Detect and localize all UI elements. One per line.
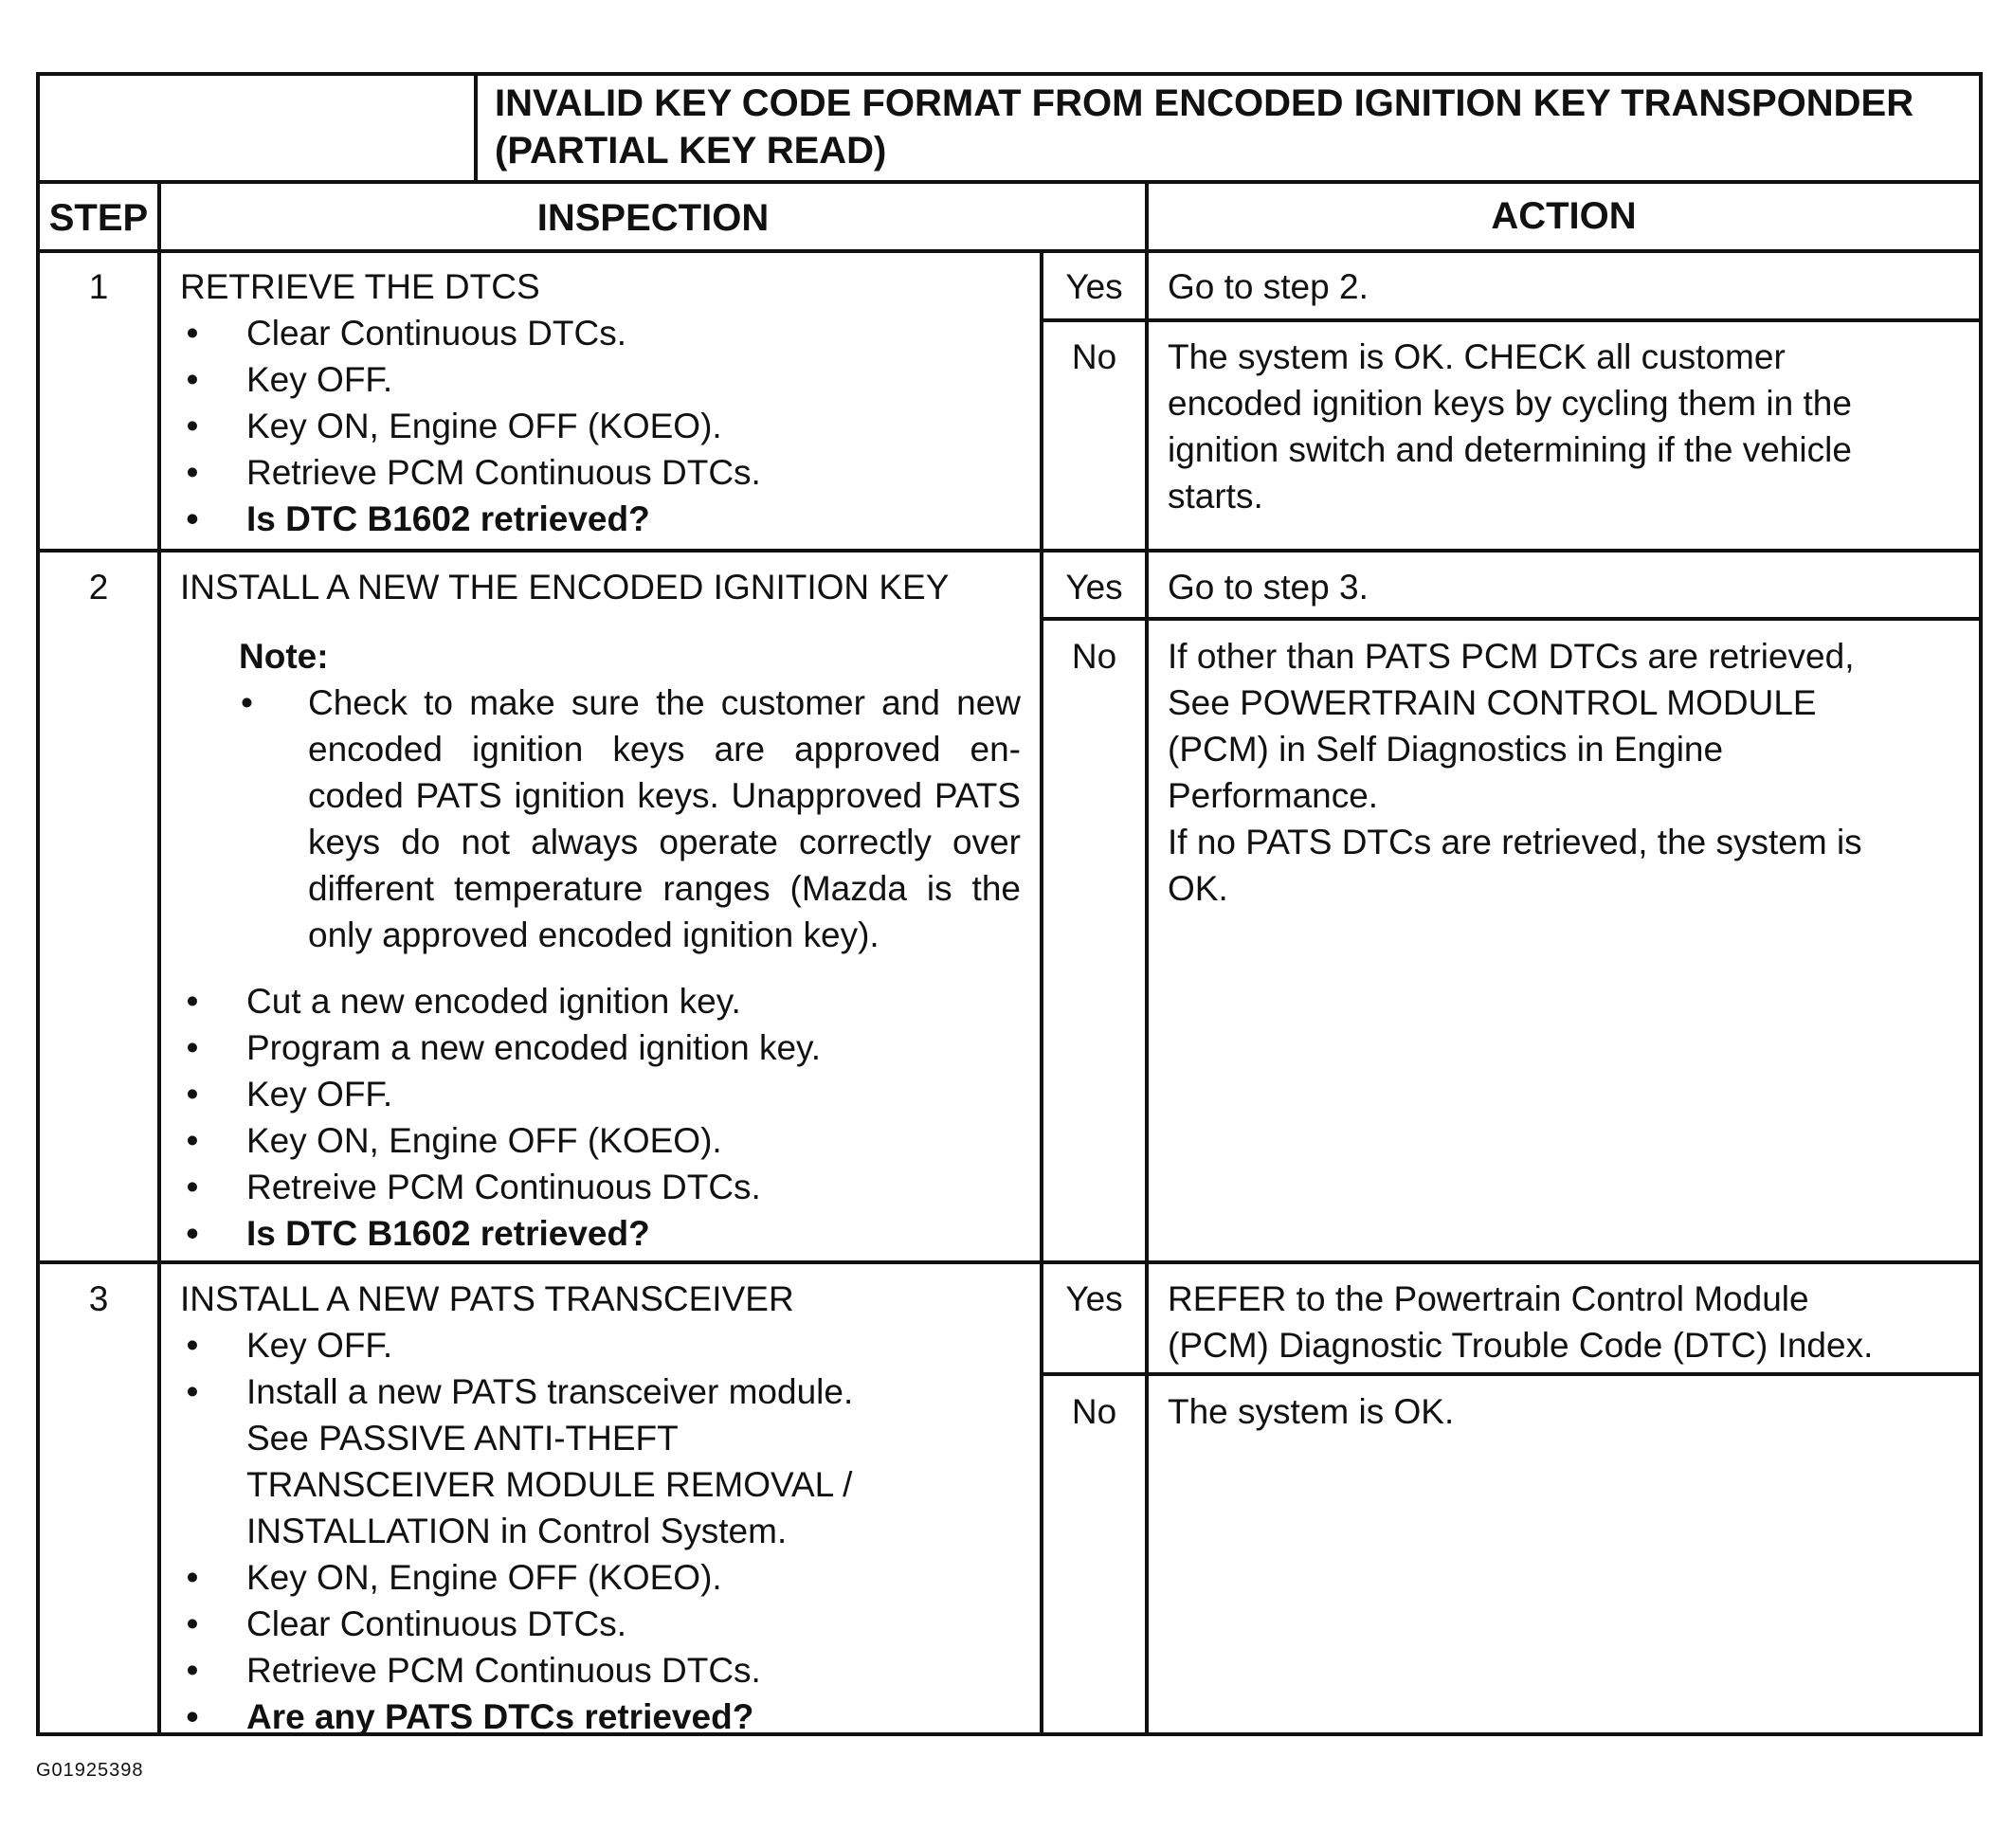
- step2-yes-divider: [1040, 617, 1983, 621]
- no-action-line: (PCM) in Self Diagnostics in Engine: [1168, 730, 1724, 769]
- no-action-line: Performance.: [1168, 776, 1379, 815]
- list-item: • Program a new encoded ignition key.: [178, 1024, 821, 1071]
- note-bullet-icon: •: [241, 683, 253, 722]
- list-item: • Retreive PCM Continuous DTCs.: [178, 1164, 821, 1210]
- yes-action: [1168, 1276, 1873, 1368]
- header-row-bottom: [36, 249, 1983, 253]
- table-title: [495, 80, 1913, 174]
- list-item: • Cut a new encoded ignition key.: [178, 978, 821, 1024]
- list-item: • Key OFF.: [178, 1322, 853, 1368]
- step-bullet-list: [178, 310, 761, 542]
- list-item: • Key ON, Engine OFF (KOEO).: [178, 1117, 821, 1164]
- figure-id: G01925398: [36, 1760, 144, 1781]
- step-heading: INSTALL A NEW PATS TRANSCEIVER: [180, 1279, 794, 1318]
- step-column-divider: [157, 180, 161, 1736]
- no-label: No: [1071, 337, 1117, 376]
- step3-yes-divider: [1040, 1372, 1983, 1376]
- list-item: • Key OFF.: [178, 356, 761, 403]
- list-item: See PASSIVE ANTI-THEFT: [246, 1419, 679, 1458]
- yes-action-line: REFER to the Powertrain Control Module: [1168, 1279, 1809, 1318]
- title-row-bottom: [36, 180, 1983, 184]
- no-action-line: The system is OK. CHECK all customer: [1168, 337, 1786, 376]
- no-action: The system is OK.: [1168, 1392, 1455, 1431]
- no-action-line: See POWERTRAIN CONTROL MODULE: [1168, 683, 1817, 722]
- step-column-header: STEP: [48, 197, 149, 239]
- yes-action: Go to step 3.: [1168, 568, 1369, 607]
- list-item: • Key OFF.: [178, 1071, 821, 1117]
- yes-action: Go to step 2.: [1168, 267, 1369, 306]
- step-heading: INSTALL A NEW THE ENCODED IGNITION KEY: [180, 568, 950, 607]
- action-column-header: ACTION: [1491, 195, 1637, 237]
- inspection-action-divider: [1145, 180, 1149, 1736]
- border-top: [36, 72, 1983, 76]
- note-label: Note:: [239, 637, 329, 676]
- list-item: TRANSCEIVER MODULE REMOVAL /: [246, 1465, 853, 1504]
- table-title-line-2: (PARTIAL KEY READ): [495, 130, 887, 172]
- list-item: • Clear Continuous DTCs.: [178, 310, 761, 356]
- list-item: INSTALLATION in Control System.: [246, 1512, 788, 1550]
- yes-action-line: (PCM) Diagnostic Trouble Code (DTC) Index.: [1168, 1326, 1874, 1365]
- no-action-line: If no PATS DTCs are retrieved, the system is: [1168, 823, 1862, 861]
- list-item: • Retrieve PCM Continuous DTCs.: [178, 449, 761, 496]
- no-action-line: OK.: [1168, 869, 1228, 908]
- step-question: • Is DTC B1602 retrieved?: [178, 496, 761, 542]
- no-action-line: encoded ignition keys by cycling them in the: [1168, 384, 1852, 423]
- note-text: Check to make sure the customer and new encoded ignition keys are approved en- coded PATS ignition keys. Unapproved PATS keys do not always operate correctly over different temperature ranges (Mazda is the only approved encoded ignition key).: [308, 683, 1021, 954]
- no-action-line: starts.: [1168, 477, 1263, 516]
- list-item: • Key ON, Engine OFF (KOEO).: [178, 1554, 853, 1601]
- list-item: • Retrieve PCM Continuous DTCs.: [178, 1647, 853, 1694]
- step-number: 1: [88, 267, 109, 306]
- border-right: [1979, 72, 1983, 1736]
- no-action: [1168, 334, 1852, 519]
- inspection-column-header: INSPECTION: [536, 197, 770, 239]
- yes-label: Yes: [1065, 568, 1123, 607]
- table-title-line-1: INVALID KEY CODE FORMAT FROM ENCODED IGNITION KEY TRANSPONDER: [495, 82, 1914, 124]
- no-label: No: [1071, 637, 1117, 676]
- step1-yes-divider: [1040, 318, 1983, 322]
- step-bullet-list: [178, 1322, 853, 1740]
- step-question: • Is DTC B1602 retrieved?: [178, 1210, 821, 1257]
- no-action-line: If other than PATS PCM DTCs are retrieved,: [1168, 637, 1855, 676]
- step-number: 2: [88, 568, 109, 607]
- yes-label: Yes: [1065, 1279, 1123, 1318]
- inspection-yesno-divider: [1040, 249, 1043, 1736]
- step-heading: RETRIEVE THE DTCS: [180, 267, 540, 306]
- list-item: • Clear Continuous DTCs.: [178, 1601, 853, 1647]
- no-action-line: ignition switch and determining if the vehicle: [1168, 430, 1852, 469]
- list-item: • Key ON, Engine OFF (KOEO).: [178, 403, 761, 449]
- step-bullet-list: [178, 978, 821, 1257]
- no-action: [1168, 633, 1862, 912]
- list-item: • Install a new PATS transceiver module.: [178, 1368, 853, 1415]
- step1-bottom: [36, 549, 1983, 553]
- yes-label: Yes: [1065, 267, 1123, 306]
- step-number: 3: [88, 1279, 109, 1318]
- title-left-divider: [474, 72, 478, 184]
- border-left: [36, 72, 40, 1736]
- no-label: No: [1071, 1392, 1117, 1431]
- step2-bottom: [36, 1260, 1983, 1264]
- step-question: • Are any PATS DTCs retrieved?: [178, 1694, 853, 1740]
